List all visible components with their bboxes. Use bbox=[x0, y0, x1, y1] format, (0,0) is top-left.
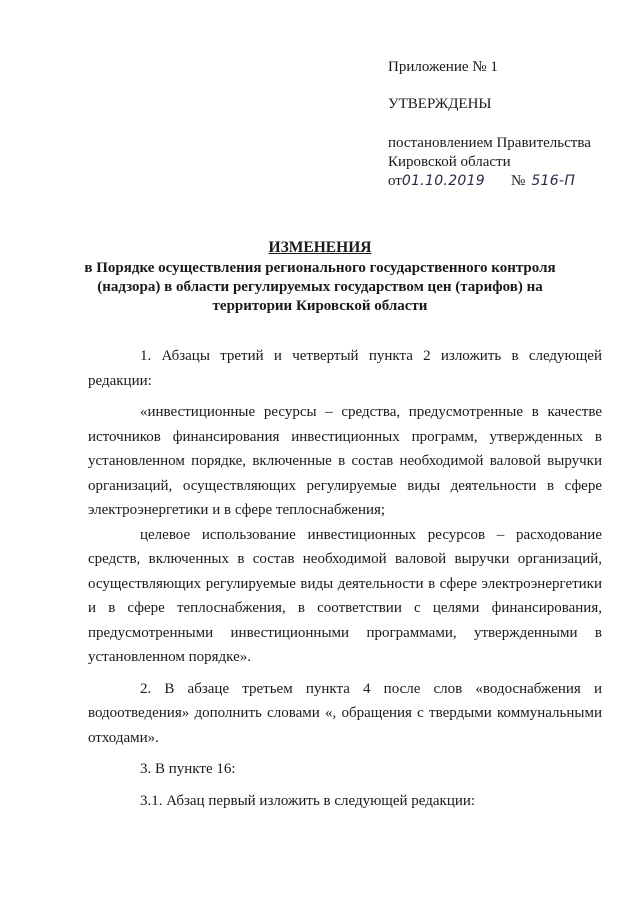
handwritten-date: 01.10.2019 bbox=[401, 173, 486, 189]
title-line-1: в Порядке осуществления регионального государственного контроля bbox=[84, 260, 556, 276]
paragraph-6: 3.1. Абзац первый изложить в следующей редакции: bbox=[140, 792, 476, 809]
document-body bbox=[88, 344, 602, 820]
handwritten-number: 516-П bbox=[531, 173, 576, 189]
number-label: № bbox=[511, 173, 526, 189]
title-line-3: территории Кировской области bbox=[212, 298, 428, 314]
paragraph-5: 3. В пункте 16: bbox=[140, 761, 236, 777]
date-prefix: от bbox=[388, 173, 402, 189]
title-line-2: (надзора) в области регулируемых государством цен (тарифов) на bbox=[97, 279, 543, 295]
paragraph-2: «инвестиционные ресурсы – средства, предусмотренные в качестве источников финансирования инвестиционных программ, утвержденных в установленном порядке, включенные в состав необходимой валовой выручки организаций, осуществляющих регулируемые виды деятельности в сфере электроэнергетики и в сфере теплоснабжения; bbox=[88, 404, 602, 518]
date-number-row bbox=[388, 172, 618, 191]
paragraph-1: 1. Абзацы третий и четвертый пункта 2 изложить в следующей редакции: bbox=[88, 348, 602, 389]
document-title: ИЗМЕНЕНИЯ bbox=[268, 239, 372, 256]
resolution-line-2: Кировской области bbox=[388, 154, 511, 170]
resolution-line-1: постановлением Правительства bbox=[388, 135, 591, 151]
paragraph-4: 2. В абзаце третьем пункта 4 после слов «водоснабжения и водоотведения» дополнить словами «, обращения с твердыми коммунальными отходами». bbox=[88, 680, 602, 746]
approved-label: УТВЕРЖДЕНЫ bbox=[388, 96, 492, 112]
document-title-block bbox=[70, 238, 570, 316]
approval-stamp-block bbox=[388, 58, 618, 191]
appendix-label: Приложение № 1 bbox=[388, 59, 498, 75]
paragraph-3: целевое использование инвестиционных ресурсов – расходование средств, включенных в состав необходимой валовой выручки организаций, осуществляющих регулируемые виды деятельности в сфере электроэнергетики и в сфере теплоснабжения, в соответствии с целями финансирования, предусмотренными инвестиционными программами, утвержденными в установленном порядке». bbox=[88, 526, 602, 665]
